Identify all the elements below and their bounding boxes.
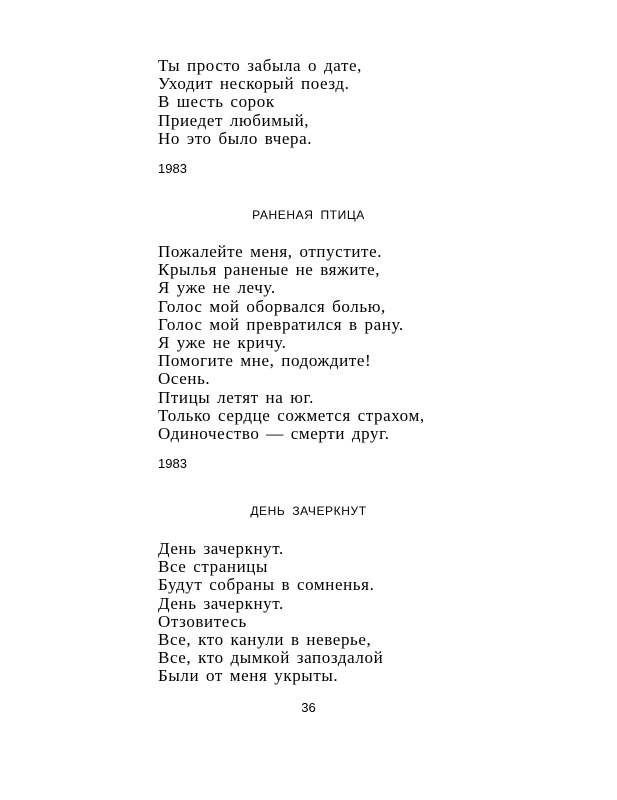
poem-2-year: 1983	[158, 456, 187, 471]
poem-line: Птицы летят на юг.	[158, 387, 315, 407]
poem-line: Пожалейте меня, отпустите.	[158, 242, 383, 261]
poem-line: Только сердце сожмется страхом,	[158, 405, 425, 425]
poem-line: Осень.	[158, 369, 211, 389]
poem-line: Будут собраны в сомненья.	[158, 575, 375, 595]
page-number: 36	[301, 700, 316, 715]
poem-line: Ты просто забыла о дате,	[158, 56, 362, 75]
poem-line: Все, кто дымкой запоздалой	[158, 648, 384, 668]
poem-1-year: 1983	[158, 161, 187, 176]
poem-line: Голос мой превратился в рану.	[158, 314, 404, 334]
poem-line: Все, кто канули в неверье,	[158, 630, 372, 650]
poem-line: День зачеркнут.	[158, 593, 284, 613]
poem-line: Я уже не кричу.	[158, 333, 287, 353]
poem-line: Уходит нескорый поезд.	[158, 74, 350, 94]
poem-line: Приедет любимый,	[158, 110, 310, 130]
poem-line: В шесть сорок	[158, 92, 275, 112]
poem-3-stanza	[158, 540, 383, 686]
poem-line: Отзовитесь	[158, 611, 247, 631]
poem-line: Я уже не лечу.	[158, 278, 276, 298]
poem-line: Все страницы	[158, 557, 269, 577]
poem-line: Голос мой оборвался болью,	[158, 296, 386, 316]
poem-line: Но это было вчера.	[158, 128, 313, 148]
poem-line: Крылья раненые не вяжите,	[158, 260, 381, 280]
poem-line: Были от меня укрыты.	[158, 666, 339, 686]
poem-line: Одиночество — смерти друг.	[158, 424, 390, 444]
poem-line: Помогите мне, подождите!	[158, 351, 372, 371]
poem-1-stanza	[158, 57, 362, 148]
poem-3-title: ДЕНЬ ЗАЧЕРКНУТ	[250, 504, 367, 518]
poem-2-stanza	[158, 243, 425, 443]
poem-2-title: РАНЕНАЯ ПТИЦА	[252, 208, 365, 222]
poem-line: День зачеркнут.	[158, 539, 284, 558]
